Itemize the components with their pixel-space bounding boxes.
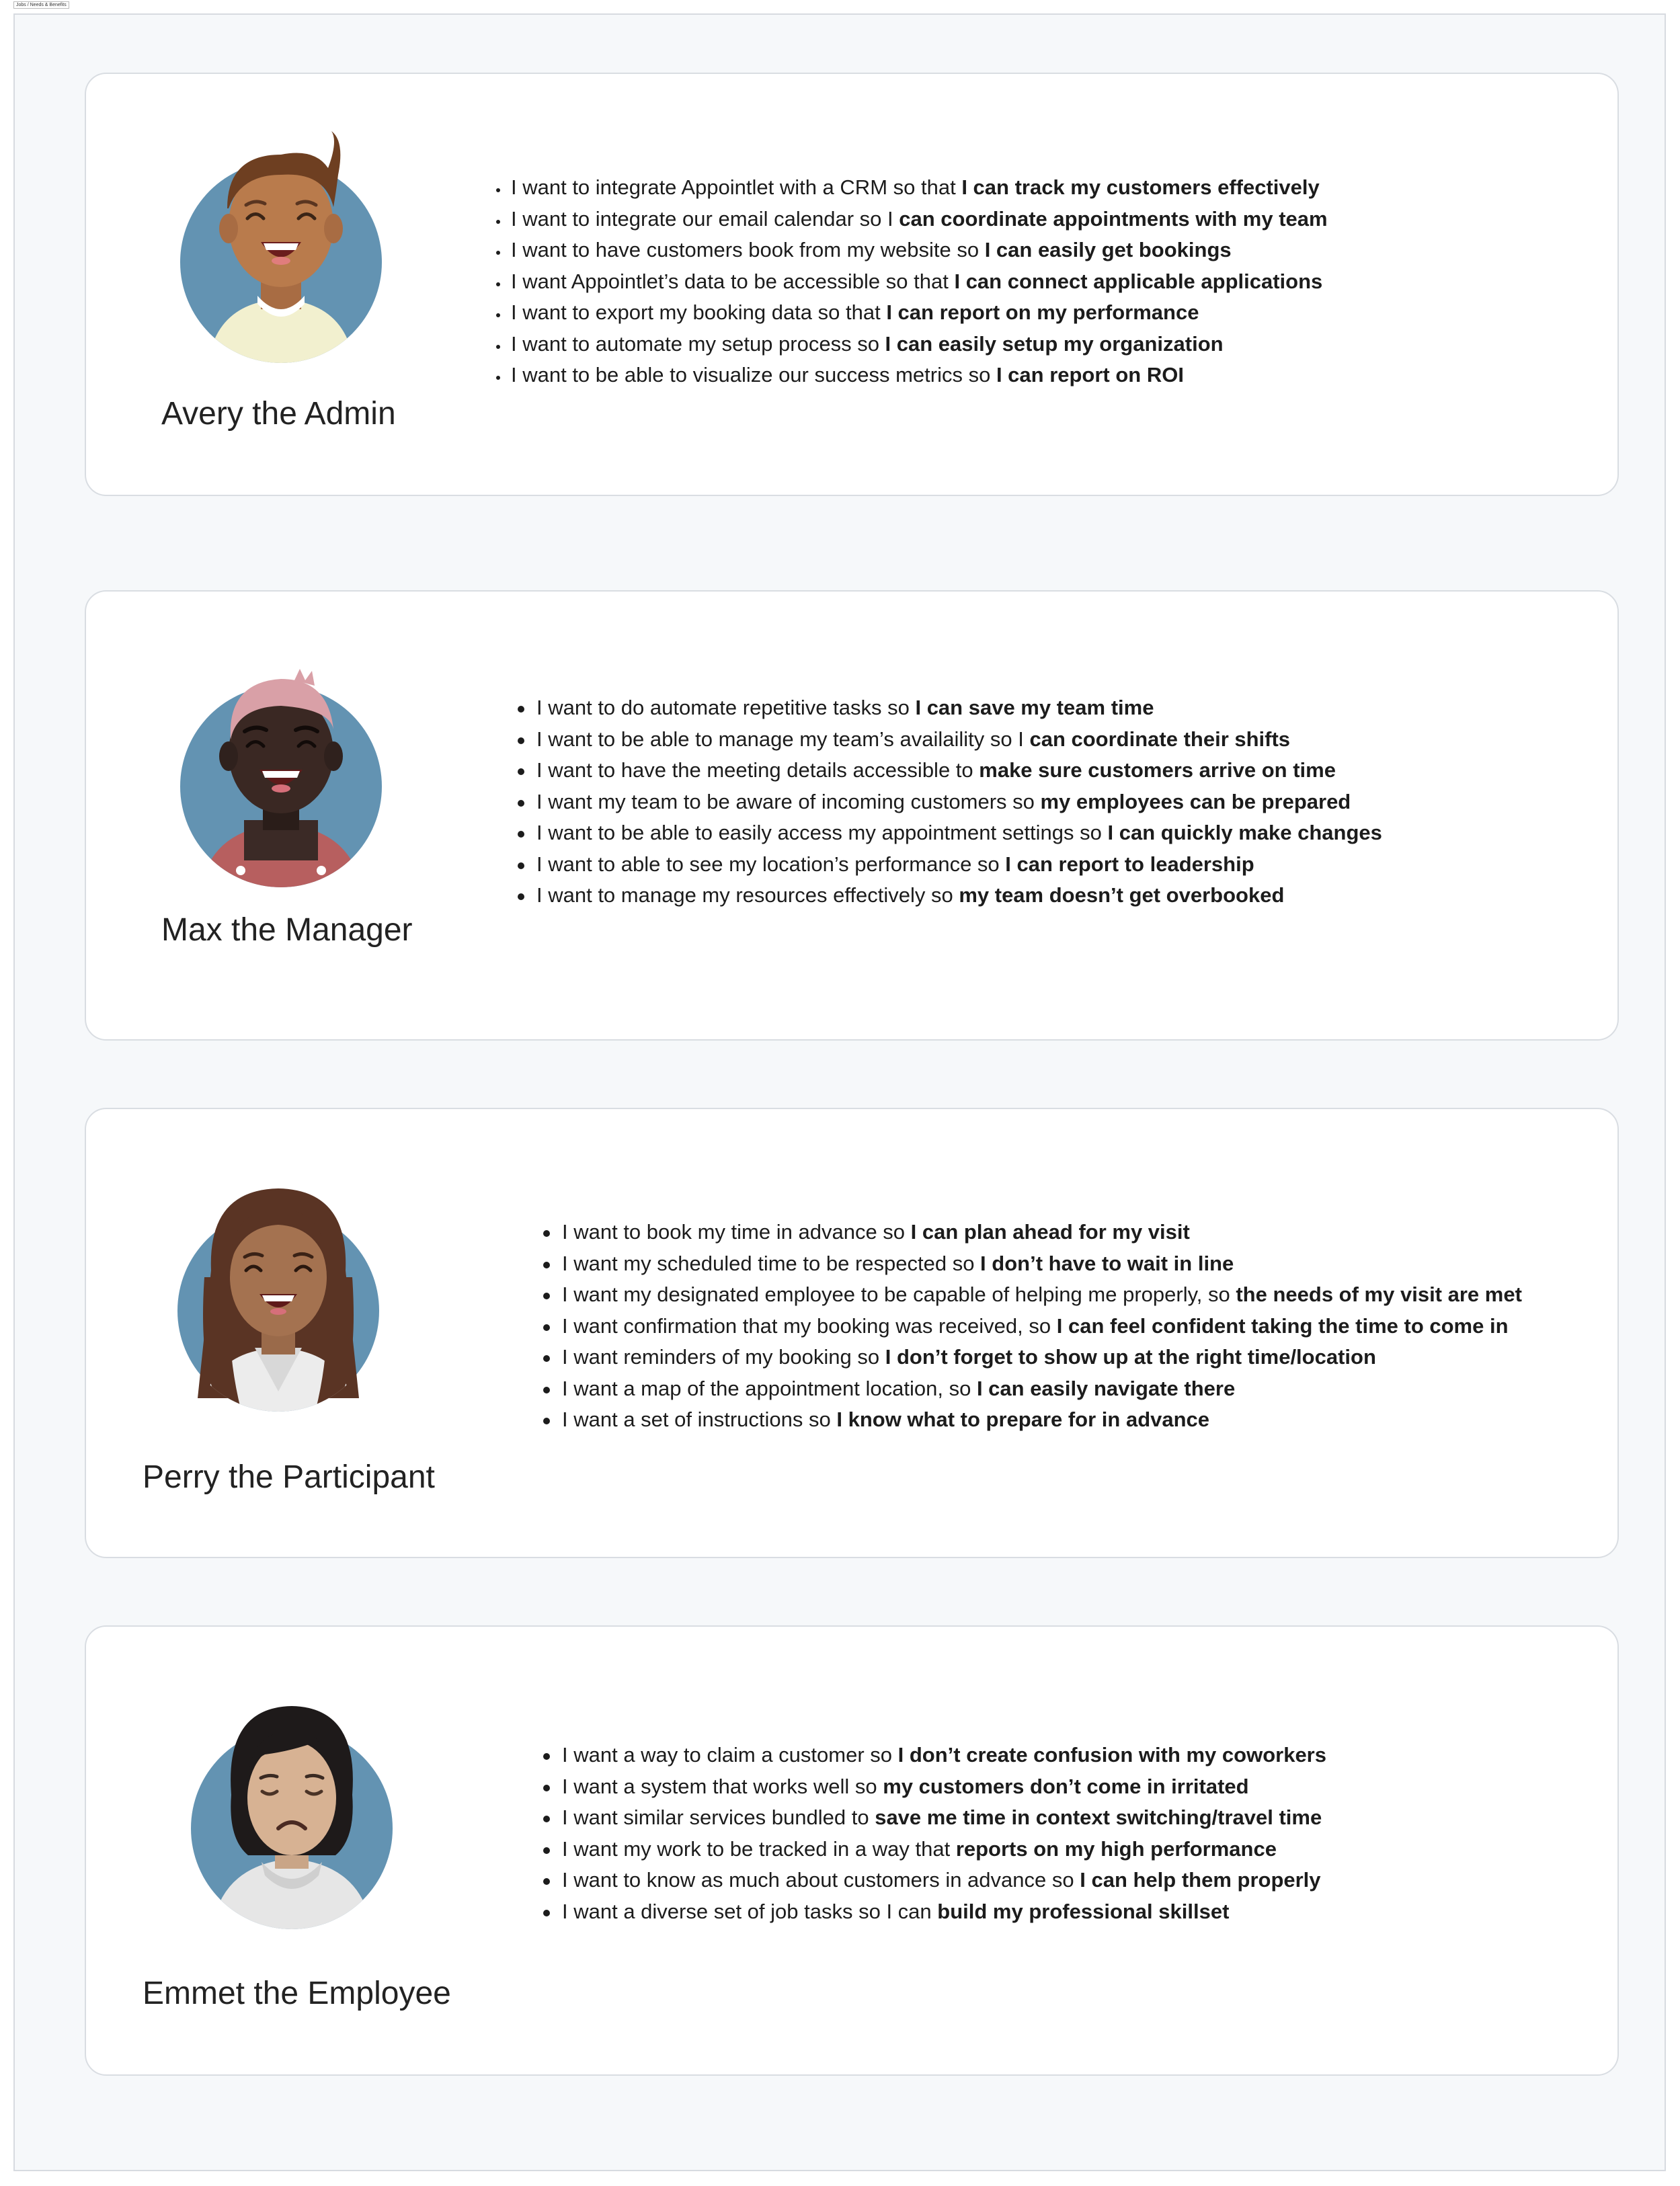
- benefit-item: I want a diverse set of job tasks so I can build my professional skillset: [542, 1896, 1326, 1928]
- persona-name: Emmet the Employee: [143, 1976, 451, 2011]
- benefit-item: I want similar services bundled to save me time in context switching/travel time: [542, 1802, 1326, 1834]
- benefit-item: I want to export my booking data so that I can report on my performance: [495, 297, 1328, 329]
- benefit-item: I want Appointlet’s data to be accessible so that I can connect applicable applications: [495, 266, 1328, 298]
- benefit-item: I want to automate my setup process so I can easily setup my organization: [495, 329, 1328, 360]
- persona-name: Max the Manager: [161, 912, 413, 948]
- persona-name: Perry the Participant: [143, 1459, 435, 1495]
- persona-card-participant: [85, 1108, 1619, 1558]
- benefit-item: I want to book my time in advance so I can plan ahead for my visit: [542, 1217, 1522, 1248]
- benefit-item: I want reminders of my booking so I don’t forget to show up at the right time/location: [542, 1342, 1522, 1373]
- benefit-item: I want to be able to manage my team’s availaility so I can coordinate their shifts: [516, 724, 1382, 756]
- benefit-item: I want my scheduled time to be respected so I don’t have to wait in line: [542, 1248, 1522, 1280]
- persona-card-employee: [85, 1625, 1619, 2076]
- benefit-item: I want a map of the appointment location, so I can easily navigate there: [542, 1373, 1522, 1405]
- benefit-item: I want my work to be tracked in a way that reports on my high performance: [542, 1834, 1326, 1865]
- benefit-list: [542, 1740, 1326, 1927]
- employee-avatar-icon: [191, 1694, 393, 1936]
- frame-label: Jobs / Needs & Benefits: [13, 1, 69, 9]
- benefit-list: [516, 692, 1382, 912]
- benefit-item: I want to know as much about customers in advance so I can help them properly: [542, 1865, 1326, 1896]
- manager-avatar-icon: [180, 652, 382, 894]
- persona-card-manager: [85, 590, 1619, 1041]
- persona-card-admin: [85, 73, 1619, 496]
- admin-avatar-icon: [180, 128, 382, 370]
- benefit-item: I want a system that works well so my customers don’t come in irritated: [542, 1771, 1326, 1803]
- benefit-item: I want to be able to easily access my appointment settings so I can quickly make changes: [516, 817, 1382, 849]
- benefit-item: I want to have customers book from my website so I can easily get bookings: [495, 235, 1328, 266]
- benefit-item: I want to do automate repetitive tasks so I can save my team time: [516, 692, 1382, 724]
- benefit-item: I want a set of instructions so I know what to prepare for in advance: [542, 1404, 1522, 1436]
- benefit-item: I want to manage my resources effectively so my team doesn’t get overbooked: [516, 880, 1382, 912]
- benefit-item: I want to able to see my location’s performance so I can report to leadership: [516, 849, 1382, 881]
- benefit-item: I want to be able to visualize our success metrics so I can report on ROI: [495, 360, 1328, 391]
- benefit-item: I want to integrate Appointlet with a CRM so that I can track my customers effectively: [495, 172, 1328, 204]
- benefit-item: I want a way to claim a customer so I don’t create confusion with my coworkers: [542, 1740, 1326, 1771]
- benefit-list: [495, 172, 1328, 391]
- benefit-item: I want confirmation that my booking was received, so I can feel confident taking the time to come in: [542, 1311, 1522, 1342]
- benefit-item: I want my designated employee to be capable of helping me properly, so the needs of my visit are met: [542, 1279, 1522, 1311]
- benefit-item: I want to integrate our email calendar so I can coordinate appointments with my team: [495, 204, 1328, 235]
- benefit-item: I want to have the meeting details accessible to make sure customers arrive on time: [516, 755, 1382, 786]
- persona-name: Avery the Admin: [161, 396, 396, 432]
- canvas-frame: [13, 13, 1666, 2171]
- participant-avatar-icon: [177, 1176, 379, 1418]
- benefit-item: I want my team to be aware of incoming customers so my employees can be prepared: [516, 786, 1382, 818]
- benefit-list: [542, 1217, 1522, 1436]
